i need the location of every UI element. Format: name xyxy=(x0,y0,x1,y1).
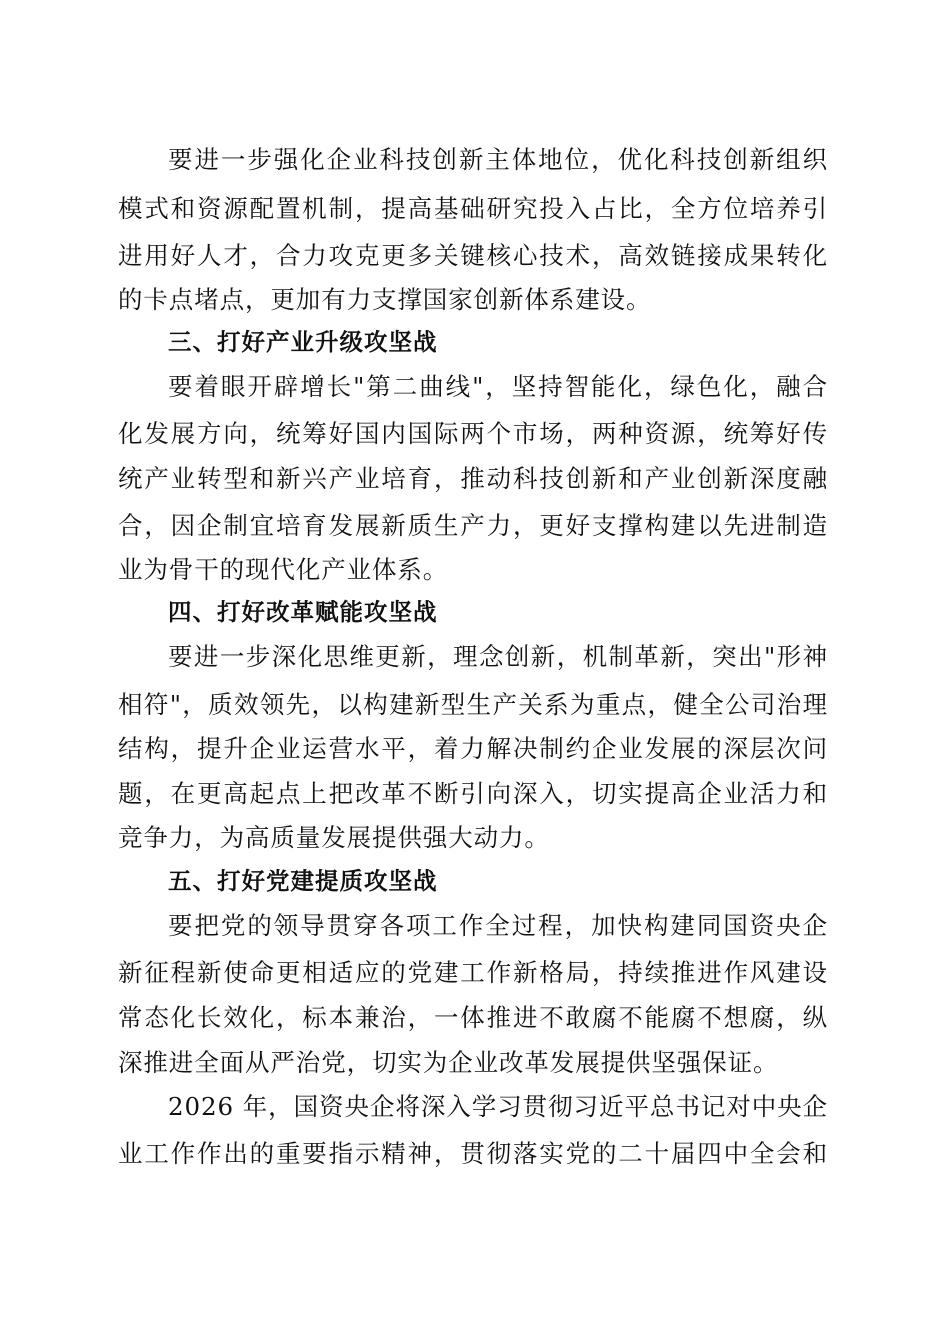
paragraph-line: 题，在更高起点上把改革不断引向深入，切实提高企业活力和 xyxy=(118,779,828,808)
paragraph-line: 深推进全面从严治党，切实为企业改革发展提供坚强保证。 xyxy=(118,1048,779,1077)
paragraph-line: 化发展方向，统筹好国内国际两个市场，两种资源，统筹好传 xyxy=(118,419,828,448)
paragraph-line: 要着眼开辟增长"第二曲线"，坚持智能化，绿色化，融合 xyxy=(168,372,828,401)
section-heading: 四、打好改革赋能攻坚战 xyxy=(168,598,438,626)
paragraph-line: 竞争力，为高质量发展提供强大动力。 xyxy=(118,823,550,852)
paragraph-line: 结构，提升企业运营水平，着力解决制约企业发展的深层次问 xyxy=(118,734,828,763)
paragraph-line: 要进一步强化企业科技创新主体地位，优化科技创新组织 xyxy=(168,145,828,174)
paragraph-line: 相符"，质效领先，以构建新型生产关系为重点，健全公司治理 xyxy=(118,690,828,719)
paragraph-line: 常态化长效化，标本兼治，一体推进不敢腐不能腐不想腐，纵 xyxy=(118,1003,828,1032)
section-heading: 三、打好产业升级攻坚战 xyxy=(168,328,438,356)
paragraph-line: 要进一步深化思维更新，理念创新，机制革新，突出"形神 xyxy=(168,642,828,671)
paragraph-line: 的卡点堵点，更加有力支撑国家创新体系建设。 xyxy=(118,285,652,314)
paragraph-line: 业工作作出的重要指示精神，贯彻落实党的二十届四中全会和 xyxy=(118,1139,828,1168)
paragraph-line: 新征程新使命更相适应的党建工作新格局，持续推进作风建设 xyxy=(118,958,828,987)
paragraph-line: 进用好人才，合力攻克更多关键核心技术，高效链接成果转化 xyxy=(118,241,828,270)
paragraph-line: 统产业转型和新兴产业培育，推动科技创新和产业创新深度融 xyxy=(118,464,828,493)
paragraph-line: 2026 年，国资央企将深入学习贯彻习近平总书记对中央企 xyxy=(168,1092,828,1121)
paragraph-line: 合，因企制宜培育发展新质生产力，更好支撑构建以先进制造 xyxy=(118,511,828,540)
paragraph-line: 模式和资源配置机制，提高基础研究投入占比，全方位培养引 xyxy=(118,194,828,223)
section-heading: 五、打好党建提质攻坚战 xyxy=(168,867,438,895)
paragraph-line: 要把党的领导贯穿各项工作全过程，加快构建同国资央企 xyxy=(168,911,828,940)
paragraph-line: 业为骨干的现代化产业体系。 xyxy=(118,555,449,584)
